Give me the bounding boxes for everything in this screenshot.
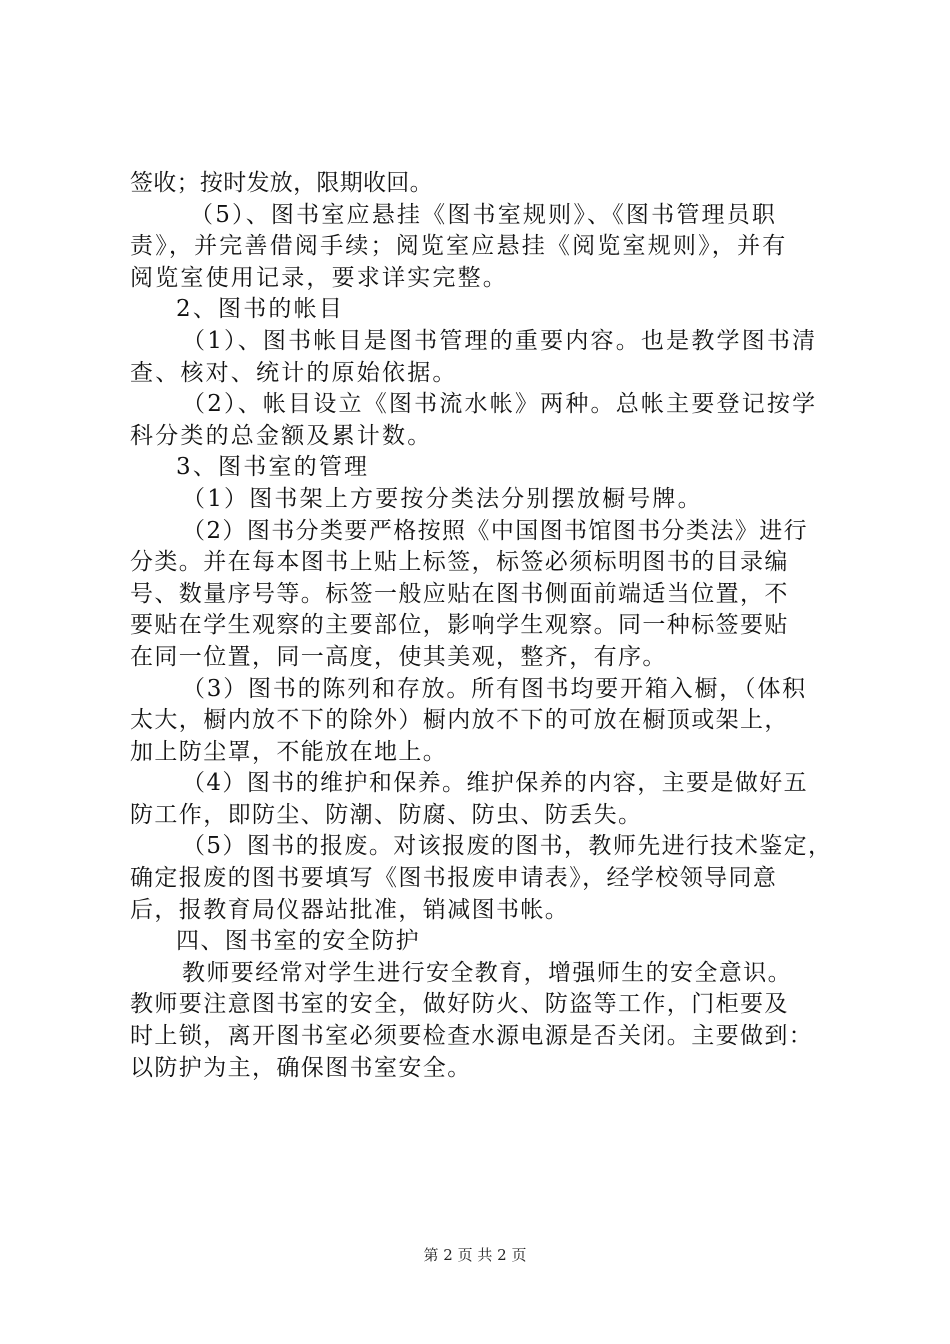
text-line: （1）图书架上方要按分类法分别摆放橱号牌。 <box>182 485 703 512</box>
document-body <box>130 168 833 1084</box>
text-line: 教师要经常对学生进行安全教育，增强师生的安全意识。 <box>182 959 792 986</box>
text-line: 阅览室使用记录，要求详实完整。 <box>130 264 508 291</box>
text-line: 时上锁，离开图书室必须要检查水源电源是否关闭。主要做到： <box>130 1023 814 1050</box>
text-line: 责》，并完善借阅手续；阅览室应悬挂《阅览室规则》，并有 <box>130 233 788 260</box>
section-heading: 3、图书室的管理 <box>176 454 370 481</box>
text-line: 要贴在学生观察的主要部位，影响学生观察。同一种标签要贴 <box>130 612 789 639</box>
text-line: 教师要注意图书室的安全，做好防火、防盗等工作，门柜要及 <box>130 991 789 1018</box>
text-line: 查、核对、统计的原始依据。 <box>130 359 458 386</box>
text-line: 签收；按时发放，限期收回。 <box>130 170 433 196</box>
text-line: （3）图书的陈列和存放。所有图书均要开箱入橱，（体积 <box>182 675 807 702</box>
text-line: 太大，橱内放不下的除外）橱内放不下的可放在橱顶或架上， <box>130 707 789 734</box>
text-line: 科分类的总金额及累计数。 <box>130 422 433 449</box>
text-line: （4）图书的维护和保养。维护保养的内容，主要是做好五 <box>182 770 809 797</box>
page-number-footer: 第 2 页 共 2 页 <box>423 1246 527 1264</box>
text-line: 后，报教育局仪器站批准，销减图书帐。 <box>130 896 570 923</box>
section-heading: 四、图书室的安全防护 <box>176 928 420 955</box>
text-line: （2）、帐目设立《图书流水帐》两种。总帐主要登记按学 <box>182 391 818 418</box>
text-line: 以防护为主，确保图书室安全。 <box>130 1054 472 1081</box>
text-line: （2）图书分类要严格按照《中国图书馆图书分类法》进行 <box>182 517 809 544</box>
text-line: 分类。并在每本图书上贴上标签，标签必须标明图书的目录编 <box>130 549 789 576</box>
text-line: （5）图书的报废。对该报废的图书，教师先进行技术鉴定， <box>182 833 833 860</box>
text-line: （1）、图书帐目是图书管理的重要内容。也是教学图书清 <box>182 327 818 354</box>
text-line: 号、数量序号等。标签一般应贴在图书侧面前端适当位置，不 <box>130 580 789 607</box>
text-line: 防工作，即防尘、防潮、防腐、防虫、防丢失。 <box>130 801 643 828</box>
text-line: （5）、图书室应悬挂《图书室规则》、《图书管理员职 <box>190 201 778 228</box>
text-line: 确定报废的图书要填写《图书报废申请表》，经学校领导同意 <box>130 865 778 892</box>
text-line: 在同一位置，同一高度，使其美观，整齐，有序。 <box>130 643 667 670</box>
section-heading: 2、图书的帐目 <box>176 296 345 323</box>
text-line: 加上防尘罩，不能放在地上。 <box>130 738 448 765</box>
